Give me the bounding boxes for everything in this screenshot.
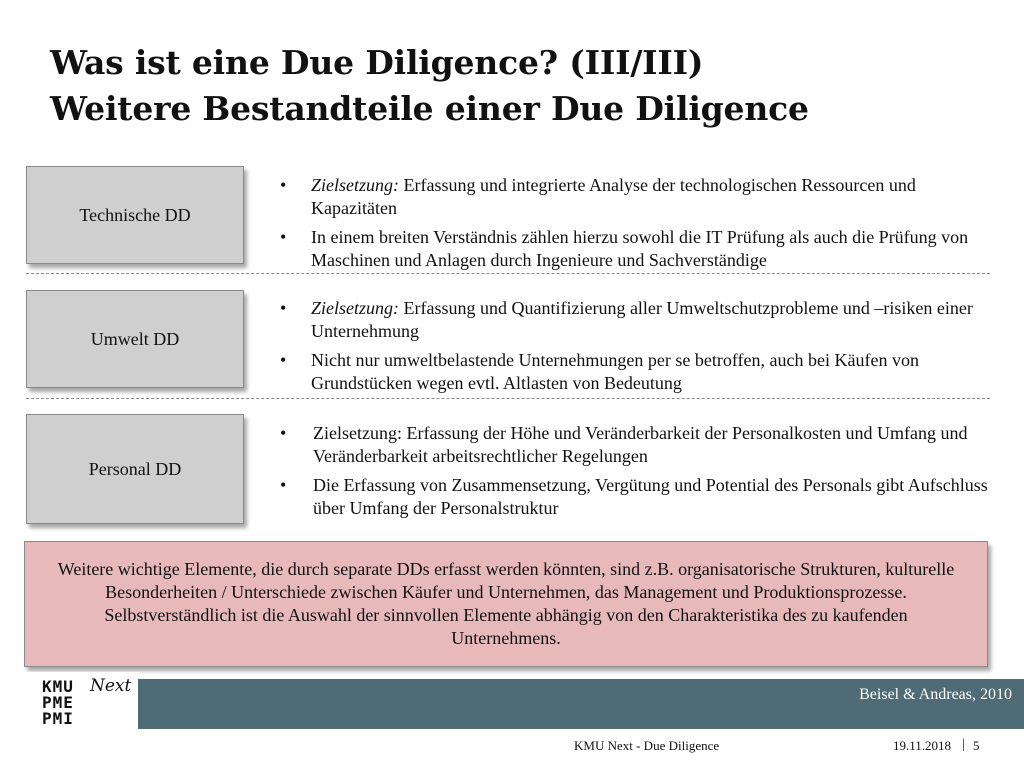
bullet-text: Erfassung und integrierte Analyse der technologischen Ressourcen und Kapazitäten bbox=[311, 175, 916, 218]
dashed-divider bbox=[26, 398, 990, 399]
logo-next-wordmark: Next bbox=[90, 676, 132, 696]
bullet-keyword: Zielsetzung: bbox=[311, 175, 399, 195]
bullet-item bbox=[276, 349, 1006, 395]
footer-date: 19.11.2018 bbox=[893, 738, 952, 753]
page-number: 5 bbox=[973, 738, 980, 753]
slide-title-line-2: Weitere Bestandteile einer Due Diligence bbox=[50, 89, 809, 128]
category-box-umwelt-dd bbox=[26, 290, 244, 388]
bullet-dot-icon: • bbox=[280, 227, 287, 247]
slide-title bbox=[50, 40, 809, 132]
bullet-dot-icon: • bbox=[280, 475, 287, 495]
bullet-dot-icon: • bbox=[280, 423, 287, 443]
bullet-list-personal-dd bbox=[276, 422, 1006, 526]
logo-line-kmu: KMU bbox=[42, 677, 74, 696]
category-box-technische-dd bbox=[26, 166, 244, 264]
summary-note-text: Weitere wichtige Elemente, die durch separate DDs erfasst werden könnten, sind z.B. organisatorische Strukturen, kulturelle Besonderheiten / Unterschiede zwischen Käufer und Unternehmen, das Management und Produktionsprozesse. Selbstverständlich ist die Auswahl der sinnvollen Elemente abhängig von den Charakteristika des zu kaufenden Unternehmens. bbox=[57, 559, 955, 648]
bullet-item bbox=[276, 297, 1006, 343]
footer-presentation-title: KMU Next - Due Diligence bbox=[574, 738, 720, 753]
kmu-logo bbox=[42, 679, 74, 727]
bullet-item bbox=[276, 226, 1006, 272]
bullet-keyword: Zielsetzung: bbox=[311, 298, 399, 318]
bullet-item bbox=[276, 422, 1006, 468]
footer-separator: | bbox=[962, 737, 965, 752]
bullet-text: Zielsetzung: Erfassung der Höhe und Veränderbarkeit der Personalkosten und Umfang und Veränderbarkeit arbeitsrechtlicher Regelungen bbox=[313, 423, 968, 466]
dashed-divider bbox=[26, 273, 990, 274]
source-citation: Beisel & Andreas, 2010 bbox=[859, 686, 1012, 703]
bullet-list-umwelt-dd bbox=[276, 297, 1006, 401]
logo-line-pme: PME bbox=[42, 693, 74, 712]
bullet-text: Die Erfassung von Zusammensetzung, Vergütung und Potential des Personals gibt Aufschluss über Umfang der Personalstruktur bbox=[313, 475, 988, 518]
category-label: Personal DD bbox=[88, 458, 182, 479]
category-box-personal-dd bbox=[26, 414, 244, 524]
bullet-text: In einem breiten Verständnis zählen hierzu sowohl die IT Prüfung als auch die Prüfung von Maschinen und Anlagen durch Ingenieure und Sachverständige bbox=[311, 227, 969, 270]
slide-title-line-1: Was ist eine Due Diligence? (III/III) bbox=[50, 43, 704, 82]
bullet-dot-icon: • bbox=[280, 298, 287, 318]
bullet-list-technische-dd bbox=[276, 174, 1006, 278]
bullet-text: Erfassung und Quantifizierung aller Umweltschutzprobleme und –risiken einer Unternehmung bbox=[311, 298, 973, 341]
summary-note-box bbox=[24, 541, 988, 667]
category-label: Umwelt DD bbox=[90, 328, 180, 349]
category-label: Technische DD bbox=[79, 204, 191, 225]
bullet-dot-icon: • bbox=[280, 350, 287, 370]
bullet-dot-icon: • bbox=[280, 175, 287, 195]
bullet-text: Nicht nur umweltbelastende Unternehmungen per se betroffen, auch bei Käufen von Grundstücken wegen evtl. Altlasten von Bedeutung bbox=[311, 350, 919, 393]
bullet-item bbox=[276, 174, 1006, 220]
bullet-item bbox=[276, 474, 1006, 520]
logo-line-pmi: PMI bbox=[42, 709, 74, 728]
